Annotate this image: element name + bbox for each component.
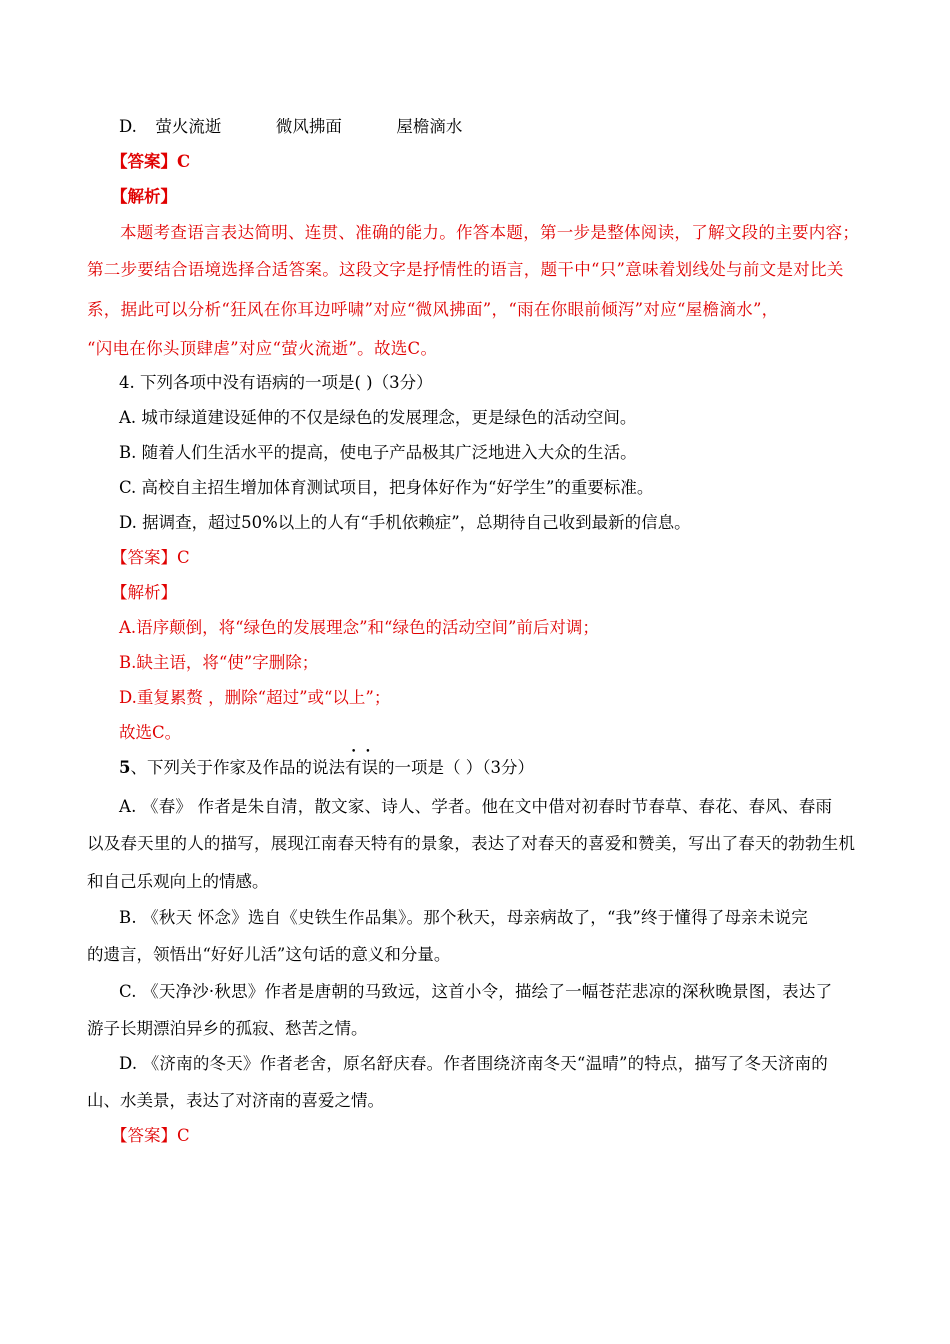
q3-answer [111, 150, 190, 174]
q5-number: 5 [119, 758, 131, 777]
q5-option-line: 山、水美景，表达了对济南的喜爱之情。 [87, 1091, 384, 1110]
q5-answer [111, 1124, 190, 1148]
q5-option-line: C. 《天净沙·秋思》作者是唐朝的马致远，这首小令，描绘了一幅苍茫悲凉的深秋晚景图，表达了 [119, 982, 833, 1001]
q3-answer-tag: 【答案】 [111, 152, 177, 171]
q5-option-line: A. 《春》 作者是朱自清，散文家、诗人、学者。他在文中借对初春时节春草、春花、春风、春雨 [119, 797, 833, 816]
q4-analysis-tag: 【解析】 [111, 583, 177, 602]
q5-answer-tag: 【答案】 [111, 1126, 177, 1145]
q5-stem-before: 、下列关于作家及作品的说法 [130, 758, 345, 777]
q3-analysis-line: 系，据此可以分析“狂风在你耳边呼啸”对应“微风拂面”，“雨在你眼前倾泻”对应“屋檐滴水”， [87, 300, 779, 319]
q4-analysis-line: A.语序颠倒，将“绿色的发展理念”和“绿色的活动空间”前后对调； [119, 618, 599, 637]
q5-answer-value: C [177, 1126, 190, 1145]
q3-analysis-line: “闪电在你头顶肆虐”对应“萤火流逝”。故选C。 [87, 339, 438, 358]
q4-answer [111, 546, 190, 570]
q5-option-line: D. 《济南的冬天》作者老舍，原名舒庆春。作者围绕济南冬天“温晴”的特点，描写了冬天济南的 [119, 1054, 829, 1073]
q4-option-c: C. 高校自主招生增加体育测试项目，把身体好作为“好学生”的重要标准。 [119, 478, 654, 497]
q3-answer-value: C [177, 152, 191, 171]
q5-option-line: B. 《秋天 怀念》选自《史铁生作品集》。那个秋天，母亲病故了，“我”终于懂得了母亲未说完 [119, 908, 808, 927]
q4-option-d: D. 据调查，超过50%以上的人有“手机依赖症”，总期待自己收到最新的信息。 [119, 513, 691, 532]
q5-option-line: 和自己乐观向上的情感。 [87, 872, 269, 891]
q4-answer-value: C [177, 548, 190, 567]
q3-analysis-line: 本题考查语言表达简明、连贯、准确的能力。作答本题，第一步是整体阅读，了解文段的主要内容； [120, 223, 860, 242]
q4-answer-tag: 【答案】 [111, 548, 177, 567]
q3-analysis-tag: 【解析】 [111, 187, 177, 206]
q4-analysis-line: B.缺主语，将“使”字删除； [119, 653, 319, 672]
q5-option-line: 以及春天里的人的描写，展现江南春天特有的景象，表达了对春天的喜爱和赞美，写出了春天的勃勃生机 [87, 834, 856, 853]
q5-option-line: 游子长期漂泊异乡的孤寂、愁苦之情。 [87, 1019, 368, 1038]
q3-option-d-part3: 屋檐滴水 [396, 117, 463, 136]
q3-analysis-line: 第二步要结合语境选择合适答案。这段文字是抒情性的语言，题干中“只”意味着划线处与前文是对比关 [87, 260, 844, 279]
q4-option-b: B. 随着人们生活水平的提高，使电子产品极其广泛地进入大众的生活。 [119, 443, 637, 462]
q5-stem-after: 的一项是（ ）（3分） [377, 758, 534, 777]
q4-analysis-line: D.重复累赘 ，删除“超过”或“以上”； [119, 688, 391, 707]
q5-stem [119, 756, 534, 780]
q5-stem-emphasis: • • 有误 [345, 756, 378, 780]
q4-option-a: A. 城市绿道建设延伸的不仅是绿色的发展理念，更是绿色的活动空间。 [119, 408, 637, 427]
q3-option-d [119, 115, 462, 139]
q3-option-d-part1: 萤火流逝 [155, 117, 222, 136]
q4-analysis-line: 故选C。 [119, 723, 182, 742]
q5-option-line: 的遗言，领悟出“好好儿活”这句话的意义和分量。 [87, 945, 451, 964]
q3-option-d-label: D. [119, 117, 137, 136]
q3-option-d-part2: 微风拂面 [275, 117, 342, 136]
q4-stem: 4. 下列各项中没有语病的一项是( )（3分） [119, 373, 433, 392]
